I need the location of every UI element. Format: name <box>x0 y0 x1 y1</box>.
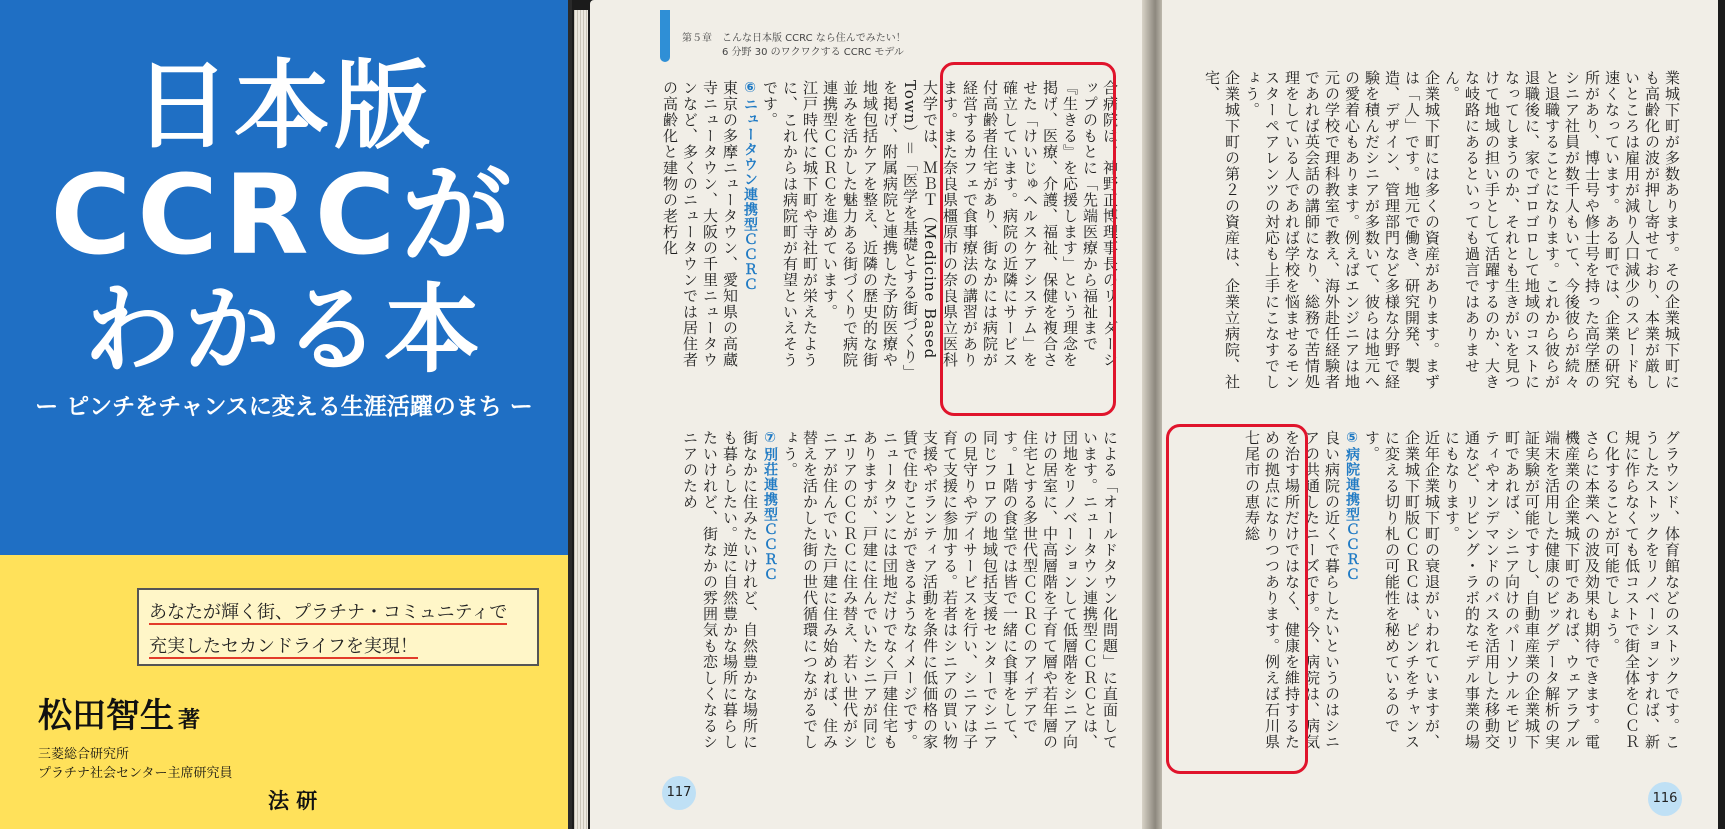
page-number-116: 116 <box>1648 782 1682 816</box>
paragraph: 江戸時代に城下町や寺社町が栄えたように、これからは病院町が有望といえそうです。 <box>761 80 819 368</box>
paragraph: 企業城下町には多くの資産があります。まずは「人」です。地元で働き、研究開発、製造、デザイン、管理部門など多様な分野で経験を積んだシニアが多数いて、彼らは地元への愛着心もあります。例えばエンジニアは地元の学校で理科教室で教え、海外赴任経験者であれば英会話の講師になり、総務で苦情処理をしている人であれば学校を悩ませるモンスターペアレンツの対応も上手にこなすでしょう。 <box>1243 70 1441 390</box>
section-heading-villa: ⑦別荘連携型ＣＣＲＣ <box>762 430 778 582</box>
cover-subtitle: ー ピンチをチャンスに変える生涯活躍のまち ー <box>35 394 533 420</box>
paragraph: ニュータウンには団地だけでなく戸建住宅もありますが、戸建に住んでいたシニアが同じエリアのＣＣＲＣに住み替え、若い世代がシニアが住んでいた戸建に住み始めれば、住み替えを活かした街の世代循環につながるでしょう。 <box>781 430 899 750</box>
right-upper-text <box>1182 70 1682 390</box>
paragraph: 業城下町が多数あります。その企業城下町にも高齢化の波が押し寄せており、本業が厳しいところは雇用が減り人口減少のスピードも速くなっています。ある町では、企業の研究所があり、博士号や修士号を持った高学歴のシニア社員が数千人もいて、今後彼らが続々と退職することになります。これから彼らが退職後に、家でゴロゴロして地域のコストになってしまうのか、それとも生きがいを見つけて地域の担い手として活躍するのか、大きな岐路にあるといっても過言ではありません。 <box>1443 70 1681 390</box>
cover-author <box>38 688 200 737</box>
page-number-117: 117 <box>662 776 696 810</box>
author-suffix: 著 <box>178 708 201 733</box>
running-head-line1: 第５章 こんな日本版 CCRC なら住んでみたい！ <box>682 33 906 44</box>
cover-publisher: 法 研 <box>268 789 318 813</box>
section-heading-newtown: ⑥ニュータウン連携型ＣＣＲＣ <box>742 80 758 292</box>
paragraph: 良い病院の近くで暮らしたいというのはシニアの共通したニーズです。今、病院は、病気を治す場所だけではなく、健康を維持するための拠点になりつつあります。例えば石川県七尾市の恵寿総 <box>1243 430 1341 750</box>
paragraph: 街なかに住みたいけれど、自然豊かな場所にも暮らしたい。逆に自然豊かな場所に暮らしたいけれど、街なかの雰囲気も恋しくなるシニアのため <box>681 430 759 750</box>
section-heading-hospital: ⑤病院連携型ＣＣＲＣ <box>1344 430 1360 582</box>
page-116 <box>1162 0 1718 829</box>
left-lower-text <box>650 430 1120 750</box>
paragraph: 企業城下町の第２の資産は、企業立病院、社宅、 <box>1203 70 1241 390</box>
affiliation-line2: プラチナ社会センター主席研究員 <box>38 766 233 781</box>
paragraph: さらに本業への波及効果も期待できます。電機産業の企業城下町であれば、ウェアラブル端末を活用した健康のビッグデータ解析の実証実験が可能ですし、自動車産業の企業城下町であれば、シニア向けのパーソナルモビリティやオンデマンドのバスを活用した移動交通など、リビング・ラボ的なモデル事業の場にもなります。 <box>1443 430 1601 750</box>
running-head-bar <box>660 10 670 62</box>
author-name: 松田智生 <box>38 696 174 736</box>
cover-tagline-line1: あなたが輝く街、プラチナ・コミュニティで <box>149 602 508 623</box>
running-head <box>682 32 906 60</box>
paragraph: 合病院は、神野正博理事長のリーダーシップのもとに「先端医療から福祉まで『生きる』を応援します」という理念を掲げ、医療、介護、福祉、保健を複合させた「けいじゅヘルスケアシステム」を確立しています。病院の近隣にサービス付高齢者住宅があり、街なかには病院が経営するカフェで食事療法の講習があります。また奈良県橿原市の奈良県立医科大学では、ＭＢＴ（Medicine Based Town）＝「医学を基礎とする街づくり」を掲げ、附属病院と連携した予防医療や地域包括ケアを整え、近隣の歴史的な街並みを活かした魅力ある街づくりで病院連携型ＣＣＲＣを進めています。 <box>821 80 1119 373</box>
page-edges <box>574 10 588 829</box>
highlight-box-hospital-section <box>1166 424 1308 774</box>
cover-tagline-box <box>137 588 539 666</box>
highlight-box-hospital-cont <box>940 62 1116 416</box>
cover-title-line3: わかる本 <box>84 274 484 386</box>
paragraph: 東京の多摩ニュータウン、愛知県の高蔵寺ニュータウン、大阪の千里ニュータウンなど、多くのニュータウンでは居住者の高齢化と建物の老朽化 <box>661 80 739 368</box>
paragraph: グラウンド、体育館などのストックです。こうしたストックをリノベーションすれば、新規に作らなくても低コストで街全体をＣＣＲＣ化することが可能でしょう。 <box>1603 430 1681 750</box>
paragraph: 近年企業城下町の衰退がいわれていますが、企業城下町版ＣＣＲＣは、ピンチをチャンスに変える切り札の可能性を秘めているのです。 <box>1363 430 1441 750</box>
page-117 <box>590 0 1148 829</box>
book-cover <box>0 0 568 829</box>
cover-affiliation <box>38 745 232 783</box>
paragraph: による「オールドタウン化問題」に直面しています。ニュータウン連携型ＣＣＲＣとは、団地をリノベーションして低層階をシニア向けの居室に、中高層階を子育て層や若年層の住宅とする多世代型ＣＣＲＣのアイデアです。１階の食堂では皆で一緒に食事をして、同じフロアの地域包括支援センターでシニアの見守りやデイサービスを行い、シニアは子育て支援に参加する。若者はシニアの買い物支援やボランティア活動を条件に低価格の家賃で住むことができるようなイメージです。 <box>901 430 1119 750</box>
running-head-line2: 6 分野 30 のワクワクする CCRC モデル <box>722 47 904 58</box>
open-book <box>572 0 1725 829</box>
cover-title-line2: CCRCが <box>50 151 518 279</box>
cover-tagline-line2: 充実したセカンドライフを実現！ <box>149 636 418 657</box>
affiliation-line1: 三菱総合研究所 <box>38 747 130 762</box>
cover-title-line1: 日本版 <box>134 50 434 162</box>
